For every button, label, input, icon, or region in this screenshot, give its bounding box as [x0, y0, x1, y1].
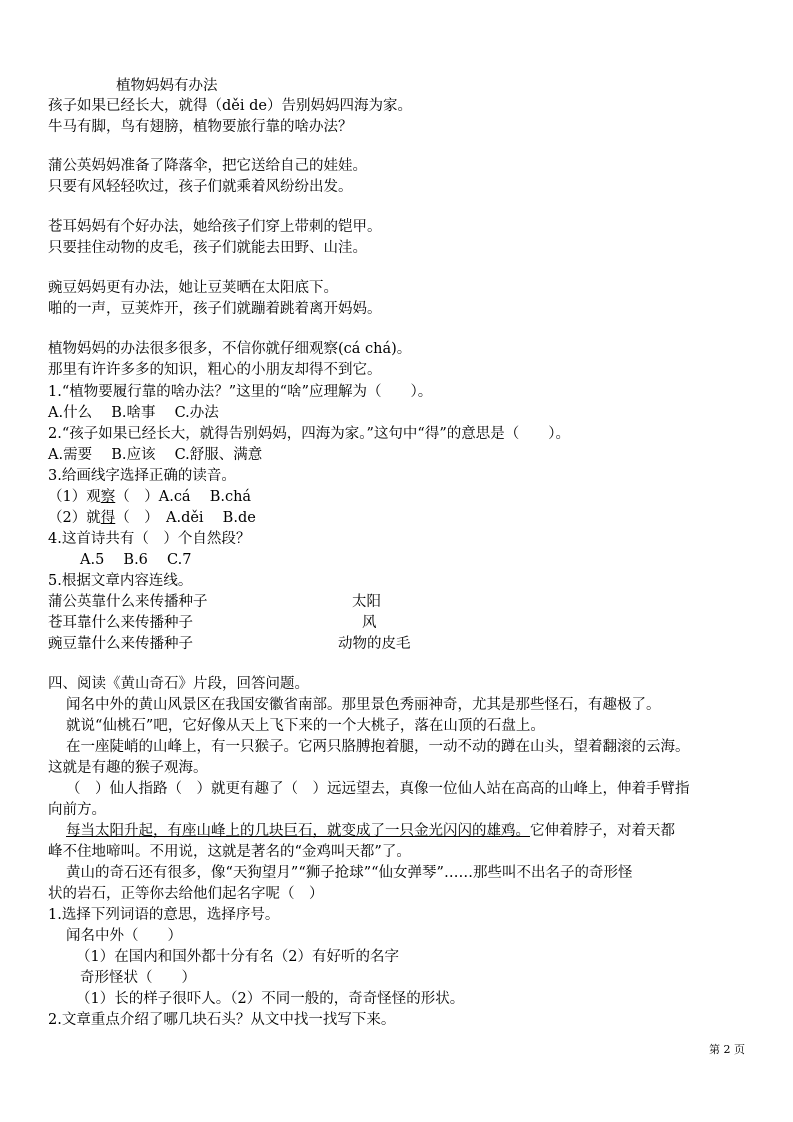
underlined-sentence: 每当太阳升起，有座山峰上的几块巨石，就变成了一只金光闪闪的雄鸡。	[66, 823, 530, 839]
question-4: 4.这首诗共有（ ）个自然段？	[48, 531, 251, 547]
poem-line: 啪的一声，豆荚炸开，孩子们就蹦着跳着离开妈妈。	[48, 301, 382, 317]
s4-question-2: 2.文章重点介绍了哪几块石头？从文中找一找写下来。	[48, 1012, 396, 1028]
section-4-heading: 四、阅读《黄山奇石》片段，回答问题。	[48, 676, 309, 692]
poem-line: 只要挂住动物的皮毛，孩子们就能去田野、山洼。	[48, 240, 367, 256]
poem-line: 牛马有脚，鸟有翅膀，植物要旅行靠的啥办法？	[48, 119, 353, 135]
item-prefix: （1）观	[48, 489, 101, 505]
poem-line: 豌豆妈妈更有办法，她让豆荚晒在太阳底下。	[48, 280, 338, 296]
poem-line: 蒲公英妈妈准备了降落伞，把它送给自己的娃娃。	[48, 158, 367, 174]
item-options: （ ） A.děi B.de	[115, 510, 256, 526]
question-5: 5.根据文章内容连线。	[48, 573, 193, 589]
match-left-item: 蒲公英靠什么来传播种子	[48, 594, 208, 610]
question-2-options: A.需要 B.应该 C.舒服、满意	[48, 447, 263, 463]
poem-line: 那里有许许多多的知识，粗心的小朋友却得不到它。	[48, 362, 382, 378]
match-left-item: 豌豆靠什么来传播种子	[48, 636, 193, 652]
poem-line: 孩子如果已经长大，就得（děi de）告别妈妈四海为家。	[48, 98, 412, 114]
passage-paragraph-cont: 状的岩石，正等你去给他们起名字呢（ ）	[48, 886, 324, 902]
passage-paragraph-cont: 这就是有趣的猴子观海。	[48, 760, 208, 776]
question-3: 3.给画线字选择正确的读音。	[48, 468, 236, 484]
poem-line: 植物妈妈的办法很多很多，不信你就仔细观察(cá chá)。	[48, 341, 412, 357]
passage-paragraph: 闻名中外的黄山风景区在我国安徽省南部。那里景色秀丽神奇，尤其是那些怪石，有趣极了。	[66, 697, 661, 713]
s4-question-1-word: 闻名中外（ ）	[66, 928, 182, 944]
page-number: 第 2 页	[709, 1043, 745, 1056]
s4-question-1-options: （1）在国内和国外都十分有名（2）有好听的名字	[76, 949, 399, 965]
passage-paragraph	[66, 821, 675, 841]
question-3-item-2	[48, 508, 256, 528]
question-2: 2.“孩子如果已经长大，就得告别妈妈，四海为家。”这句中“得”的意思是（ ）。	[48, 426, 570, 442]
underlined-char: 察	[100, 489, 116, 505]
question-1-options: A.什么 B.啥事 C.办法	[48, 405, 219, 421]
passage-paragraph-cont: 峰不住地啼叫。不用说，这就是著名的“金鸡叫天都”了。	[48, 844, 411, 860]
s4-question-1: 1.选择下列词语的意思，选择序号。	[48, 907, 280, 923]
item-options: （ ）A.cá B.chá	[115, 489, 252, 505]
s4-question-1-word: 奇形怪状（ ）	[80, 970, 196, 986]
underlined-char: 得	[100, 510, 116, 526]
question-3-item-1	[48, 487, 251, 507]
match-right-item: 太阳	[352, 594, 381, 610]
passage-paragraph: 黄山的奇石还有很多，像“天狗望月”“狮子抢球”“仙女弹琴”……那些叫不出名子的奇形怪	[66, 865, 633, 881]
passage-paragraph: （ ）仙人指路（ ）就更有趣了（ ）远远望去，真像一位仙人站在高高的山峰上，伸着手臂指	[66, 781, 690, 797]
match-right-item: 风	[362, 615, 377, 631]
item-prefix: （2）就	[48, 510, 101, 526]
passage-paragraph: 在一座陡峭的山峰上，有一只猴子。它两只胳膊抱着腿，一动不动的蹲在山头，望着翻滚的云海。	[66, 739, 690, 755]
poem-line: 苍耳妈妈有个好办法，她给孩子们穿上带刺的铠甲。	[48, 219, 382, 235]
poem-line: 只要有风轻轻吹过，孩子们就乘着风纷纷出发。	[48, 179, 353, 195]
question-4-options: A.5 B.6 C.7	[80, 552, 192, 568]
match-left-item: 苍耳靠什么来传播种子	[48, 615, 193, 631]
poem-title: 植物妈妈有办法	[116, 78, 218, 94]
passage-paragraph-cont: 向前方。	[48, 802, 106, 818]
s4-question-1-options: （1）长的样子很吓人。（2）不同一般的，奇奇怪怪的形状。	[76, 991, 465, 1007]
passage-paragraph: 就说“仙桃石”吧，它好像从天上飞下来的一个大桃子，落在山顶的石盘上。	[66, 718, 545, 734]
question-1: 1.“植物要履行靠的啥办法？”这里的“啥”应理解为（ ）。	[48, 384, 433, 400]
sentence-rest: 它伸着脖子，对着天都	[530, 823, 675, 839]
match-right-item: 动物的皮毛	[338, 636, 411, 652]
